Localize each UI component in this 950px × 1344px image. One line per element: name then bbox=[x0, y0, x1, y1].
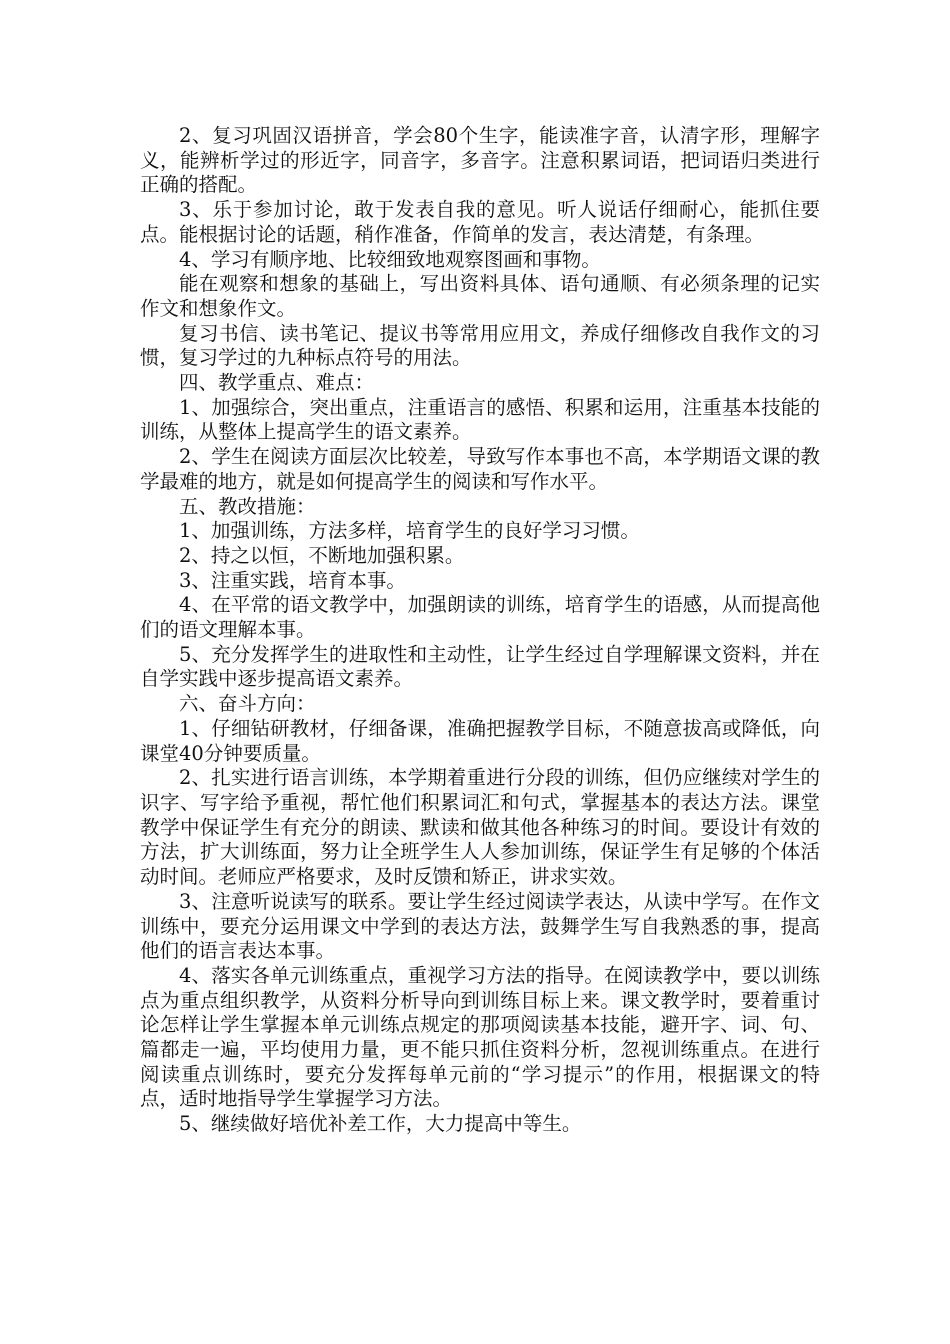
paragraph-key-point-1: 1、加强综合，突出重点，注重语言的感悟、积累和运用，注重基本技能的训练，从整体上提高学生的语文素养。 bbox=[140, 395, 820, 444]
section-heading-key-points: 四、教学重点、难点： bbox=[179, 371, 375, 395]
paragraph-discussion: 3、乐于参加讨论，敢于发表自我的意见。听人说话仔细耐心，能抓住要点。能根据讨论的话题，稍作准备，作简单的发言，表达清楚，有条理。 bbox=[140, 198, 820, 246]
paragraph-direction-4: 4、落实各单元训练重点，重视学习方法的指导。在阅读教学中，要以训练点为重点组织教学，从资料分析导向到训练目标上来。课文教学时，要着重讨论怎样让学生掌握本单元训练点规定的那项阅读基本技能，避开字、词、句、篇都走一遍，平均使用力量，更不能只抓住资料分析，忽视训练重点。在进行阅读重点训练时，要充分发挥每单元前的“学习提示”的作用，根据课文的特点，适时地指导学生掌握学习方法。 bbox=[140, 963, 820, 1111]
paragraph-reform-5: 5、充分发挥学生的进取性和主动性，让学生经过自学理解课文资料，并在自学实践中逐步提高语文素养。 bbox=[140, 642, 820, 691]
paragraph-reform-2: 2、持之以恒，不断地加强积累。 bbox=[179, 543, 465, 567]
paragraph-direction-3: 3、注意听说读写的联系。要让学生经过阅读学表达，从读中学写。在作文训练中，要充分运用课文中学到的表达方法，鼓舞学生写自我熟悉的事，提高他们的语言表达本事。 bbox=[140, 889, 820, 963]
paragraph-applied-writing: 复习书信、读书笔记、提议书等常用应用文，养成仔细修改自我作文的习惯，复习学过的九种标点符号的用法。 bbox=[140, 321, 820, 370]
paragraph-direction-5: 5、继续做好培优补差工作，大力提高中等生。 bbox=[179, 1112, 582, 1136]
paragraph-review-pinyin: 2、复习巩固汉语拼音，学会80个生字，能读准字音，认清字形，理解字义，能辨析学过的形近字，同音字，多音字。注意积累词语，把词语归类进行正确的搭配。 bbox=[140, 124, 820, 197]
section-heading-reform: 五、教改措施： bbox=[179, 494, 316, 518]
paragraph-writing: 能在观察和想象的基础上，写出资料具体、语句通顺、有必须条理的记实作文和想象作文。 bbox=[140, 272, 820, 320]
paragraph-direction-2: 2、扎实进行语言训练，本学期着重进行分段的训练，但仍应继续对学生的识字、写字给予重视，帮忙他们积累词汇和句式，掌握基本的表达方法。课堂教学中保证学生有充分的朗读、默读和做其他各种练习的时间。要设计有效的方法，扩大训练面，努力让全班学生人人参加训练，保证学生有足够的个体活动时间。老师应严格要求，及时反馈和矫正，讲求实效。 bbox=[140, 766, 820, 889]
paragraph-key-point-2: 2、学生在阅读方面层次比较差，导致写作本事也不高，本学期语文课的教学最难的地方，就是如何提高学生的阅读和写作水平。 bbox=[140, 445, 820, 493]
paragraph-reform-1: 1、加强训练，方法多样，培育学生的良好学习习惯。 bbox=[179, 519, 640, 543]
paragraph-reform-3: 3、注重实践，培育本事。 bbox=[179, 568, 406, 592]
section-heading-direction: 六、奋斗方向： bbox=[179, 692, 316, 716]
paragraph-observation: 4、学习有顺序地、比较细致地观察图画和事物。 bbox=[179, 247, 601, 271]
document-body bbox=[140, 124, 820, 1137]
paragraph-reform-4: 4、在平常的语文教学中，加强朗读的训练，培育学生的语感，从而提高他们的语文理解本事。 bbox=[140, 593, 820, 642]
paragraph-direction-1: 1、仔细钻研教材，仔细备课，准确把握教学目标，不随意拔高或降低，向课堂40分钟要质量。 bbox=[140, 716, 820, 765]
